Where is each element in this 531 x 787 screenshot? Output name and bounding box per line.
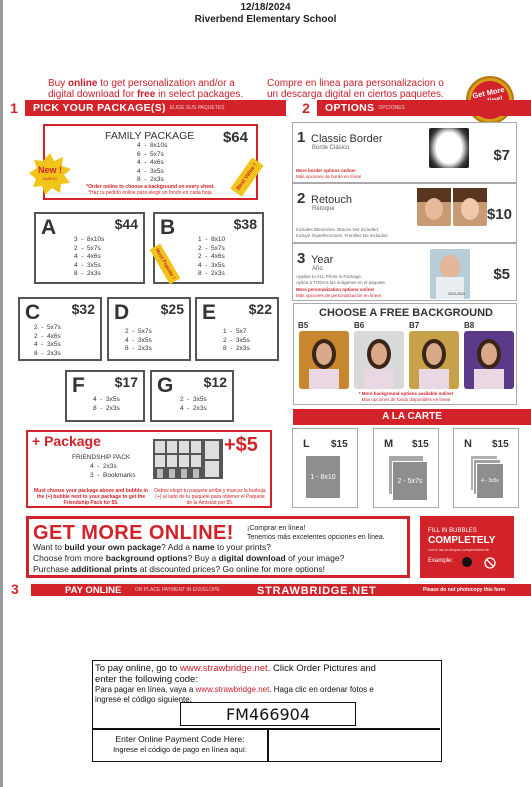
package-a-box[interactable] xyxy=(34,212,145,284)
package-d-price: $25 xyxy=(160,301,184,317)
plus-package-price: +$5 xyxy=(224,434,258,456)
strawbridge-brand: STRAWBRIDGE.NET xyxy=(257,585,377,596)
alacarte-l-box[interactable] xyxy=(292,428,358,508)
alacarte-m-price: $15 xyxy=(412,439,429,450)
option-2-number: 2 xyxy=(297,190,306,207)
background-label-b7: B7 xyxy=(409,321,420,330)
family-package-box[interactable] xyxy=(43,124,258,200)
plus-package-box[interactable] xyxy=(26,430,272,508)
package-g-price: $12 xyxy=(203,374,227,390)
gmo-es-line-2: Tenemos más excelentes opciones en línea. xyxy=(247,534,385,541)
package-b-price: $38 xyxy=(233,216,257,232)
fill-bubbles-line-2: COMPLETELY xyxy=(428,535,496,546)
background-option-b5[interactable] xyxy=(299,331,349,389)
promo-spanish: Compre en linea para personalizacion o un descarga digital en ciertos paquetes. xyxy=(267,78,444,100)
alacarte-n-letter: N xyxy=(464,438,472,450)
get-more-online-title: GET MORE ONLINE! xyxy=(33,522,234,544)
background-label-b8: B8 xyxy=(464,321,475,330)
gmo-line-1: Want to build your own package? Add a name to your prints? xyxy=(33,542,271,552)
option-3-note-red-es: Más opciones de personalización en línea! xyxy=(296,293,382,298)
background-box xyxy=(293,303,517,405)
background-note-es: Más opciones de fondo disponibles en línea! xyxy=(361,397,451,402)
plus-note-en: Must choose your package above and bubble in the (+) bubble next to your package to get the Friendship Pack for $5. xyxy=(34,488,148,506)
section-3-title: PAY ONLINE xyxy=(65,585,122,596)
package-e-letter: E xyxy=(202,301,217,324)
payment-instructions-en: To pay online, go to www.strawbridge.net. Click Order Pictures and enter the following code: xyxy=(95,663,376,685)
package-e-items: 1 - 5x7 2 - 3x5s 8 - 2x3s xyxy=(223,328,250,353)
classic-border-sample xyxy=(429,128,469,168)
enter-code-label: Enter Online Payment Code Here: Ingrese el código de pago en línea aquí: xyxy=(113,734,247,754)
no-symbol-icon xyxy=(484,556,496,568)
package-f-items: 4 - 3x5s 8 - 2x3s xyxy=(93,396,120,412)
get-more-online-spanish xyxy=(247,524,385,542)
most-popular-ribbon: Most Popular ! xyxy=(150,244,180,285)
section-2-title: OPTIONS xyxy=(325,102,375,114)
background-option-b6[interactable] xyxy=(354,331,404,389)
payment-table xyxy=(92,660,442,762)
promo-english: Buy online to get personalization and/or a digital download for free in select packages. xyxy=(48,78,244,100)
alacarte-l-sheet: 1 - 8x10 xyxy=(305,455,341,499)
page-edge xyxy=(0,0,3,787)
package-f-letter: F xyxy=(72,374,85,397)
option-3-number: 3 xyxy=(297,250,306,267)
payment-code-entry-field[interactable] xyxy=(271,731,437,759)
package-g-letter: G xyxy=(157,374,174,397)
get-more-online-box xyxy=(26,516,410,578)
option-2-note-en: Includes Blemishes. Braces Not Included. xyxy=(296,227,380,232)
retouch-before-photo xyxy=(417,188,451,226)
option-2-price: $10 xyxy=(486,206,512,223)
option-1-box[interactable] xyxy=(292,122,517,183)
option-2-note-es: Incluye Imperfecciones. Frenillos No Incluidos. xyxy=(296,233,389,238)
year-tag: 2023-2024 xyxy=(448,292,465,296)
payment-column-divider xyxy=(267,728,269,761)
package-c-price: $32 xyxy=(71,301,95,317)
package-d-box[interactable] xyxy=(107,297,191,361)
new-badge-text: New ! xyxy=(37,165,62,175)
gmo-es-line-1: ¡Comprar en línea! xyxy=(247,525,306,532)
seal-text: Get More xyxy=(467,77,512,122)
new-badge xyxy=(28,152,72,196)
package-a-letter: A xyxy=(41,216,57,239)
alacarte-l-letter: L xyxy=(303,438,310,450)
package-c-letter: C xyxy=(25,301,41,324)
alacarte-m-box[interactable] xyxy=(373,428,439,508)
new-badge-subtext: NUEVO xyxy=(42,176,58,181)
option-2-subtitle: Retoque xyxy=(312,206,335,212)
friendship-pack-thumbnails xyxy=(153,439,223,479)
option-3-note-red-en: More personalization options online! xyxy=(296,287,375,292)
package-d-items: 2 - 5x7s 4 - 3x5s 8 - 2x3s xyxy=(125,328,152,353)
alacarte-m-sheet: 2 - 5x7s xyxy=(392,461,428,501)
form-date: 12/18/2024 xyxy=(240,2,291,13)
friendship-pack-title: FRIENDSHIP PACK xyxy=(72,454,131,461)
alacarte-title-bar: A LA CARTE xyxy=(293,409,531,425)
section-1-number: 1 xyxy=(3,100,25,116)
fill-bubbles-line-3: Llene las burbujas completamente xyxy=(428,547,489,552)
family-package-title: FAMILY PACKAGE xyxy=(105,130,195,142)
option-3-subtitle: Año xyxy=(312,266,323,272)
option-1-note-es: Más opciones de borde en línea! xyxy=(296,174,362,179)
section-2-bar xyxy=(295,100,531,116)
option-1-price: $7 xyxy=(493,147,510,164)
alacarte-l-price: $15 xyxy=(331,439,348,450)
payment-code: FM466904 xyxy=(180,702,356,726)
no-photocopy-note: Please do not photocopy this form xyxy=(423,587,506,593)
background-title: CHOOSE A FREE BACKGROUND xyxy=(319,307,493,319)
package-d-letter: D xyxy=(114,301,130,324)
package-a-price: $44 xyxy=(114,216,138,232)
section-1-subtitle: ELIGE SUS PAQUETES xyxy=(169,105,225,111)
background-option-b7[interactable] xyxy=(409,331,459,389)
payment-instructions-es: Para pagar en línea, vaya a www.strawbridge.net. Haga clic en ordenar fotos e ingrese el código siguiente: xyxy=(95,685,374,704)
plus-note-es: Debes elegir tu paquete arriba y marcar la burbuja (+) al lado de tu paquete para obtener el Paquete de la Amistad por $5. xyxy=(154,488,266,506)
package-f-box[interactable] xyxy=(65,370,145,422)
friendship-pack-items: 4 - 2x3s 3 - Bookmarks xyxy=(90,463,136,479)
package-g-box[interactable] xyxy=(150,370,234,422)
alacarte-m-letter: M xyxy=(384,438,394,450)
option-1-subtitle: Borde Clásico xyxy=(312,145,350,151)
package-g-items: 2 - 3x5s 4 - 2x3s xyxy=(180,396,207,412)
gmo-line-2: Choose from more background options? Buy a digital download of your image? xyxy=(33,553,345,563)
option-3-note-en: Applies to ALL Prints in Package. xyxy=(296,274,363,279)
option-3-price: $5 xyxy=(493,266,510,283)
filled-bubble-icon xyxy=(462,557,472,567)
alacarte-n-price: $15 xyxy=(492,439,509,450)
option-3-note-es: Aplica a TODAS las imágenes en el paquete. xyxy=(296,280,387,285)
background-label-b5: B5 xyxy=(298,321,309,330)
strawbridge-link-es[interactable]: www.strawbridge.net xyxy=(195,685,270,694)
package-c-items: 2 - 5x7s 2 - 4x6s 4 - 3x5s 8 - 2x3s xyxy=(34,324,61,357)
family-note-en: *Order online to choose a background on every sheet. xyxy=(86,184,215,190)
retouch-after-photo xyxy=(453,188,487,226)
friendship-pack-photo xyxy=(153,439,223,479)
family-package-items: 4 - 8x10s 6 - 5x7s 4 - 4x6s 4 - 3x5s 8 - 2x3s xyxy=(137,142,168,184)
background-note-en: * More background options available online! xyxy=(358,391,454,396)
package-e-price: $22 xyxy=(248,301,272,317)
best-value-ribbon: Best Value ! xyxy=(230,157,263,196)
option-2-box[interactable] xyxy=(292,183,517,243)
family-package-price: $64 xyxy=(222,129,248,146)
fill-bubbles-example-label: Example: xyxy=(428,558,454,564)
section-2-subtitle: OPCIONES xyxy=(378,105,405,111)
fill-bubbles-line-1: FILL IN BUBBLES xyxy=(428,528,477,534)
section-3-bar xyxy=(3,584,531,596)
background-label-b6: B6 xyxy=(354,321,365,330)
option-1-title: Classic Border xyxy=(311,133,383,145)
section-1-bar xyxy=(3,100,286,116)
package-a-items: 3 - 8x10s 2 - 5x7s 4 - 4x6s 4 - 3x5s 8 - 2x3s xyxy=(74,236,105,278)
section-1-title: PICK YOUR PACKAGE(S) xyxy=(33,102,166,114)
section-3-number-box xyxy=(3,584,31,596)
alacarte-n-sheet: 4 - 3x5s xyxy=(476,463,504,499)
option-3-title: Year xyxy=(311,254,334,266)
section-2-number: 2 xyxy=(295,100,317,116)
year-sample-photo xyxy=(430,249,470,299)
option-1-note-en: More border options online! xyxy=(296,168,356,173)
package-c-box[interactable] xyxy=(18,297,102,361)
option-2-title: Retouch xyxy=(311,194,352,206)
option-3-box[interactable] xyxy=(292,243,517,301)
background-option-b8[interactable] xyxy=(464,331,514,389)
alacarte-n-box[interactable] xyxy=(453,428,519,508)
package-b-letter: B xyxy=(160,216,176,239)
school-name: Riverbend Elementary School xyxy=(194,14,337,25)
section-3-subtitle: OR PLACE PAYMENT IN ENVELOPE xyxy=(135,587,220,593)
package-e-box[interactable] xyxy=(195,297,279,361)
option-1-number: 1 xyxy=(297,129,306,146)
gmo-line-3: Purchase additional prints at discounted prices? Go online for more options! xyxy=(33,564,325,574)
section-3-number: 3 xyxy=(11,584,19,596)
fill-bubbles-box xyxy=(420,516,514,578)
plus-package-title: + Package xyxy=(32,433,101,449)
package-f-price: $17 xyxy=(114,374,138,390)
package-b-items: 1 - 8x10 2 - 5x7s 2 - 4x6s 4 - 3x5s 8 - 2x3s xyxy=(198,236,226,278)
family-note-es: *Haz tu pedido online para elegir un fondo en cada hoja. xyxy=(88,190,213,196)
strawbridge-link-en[interactable]: www.strawbridge.net xyxy=(180,663,268,674)
